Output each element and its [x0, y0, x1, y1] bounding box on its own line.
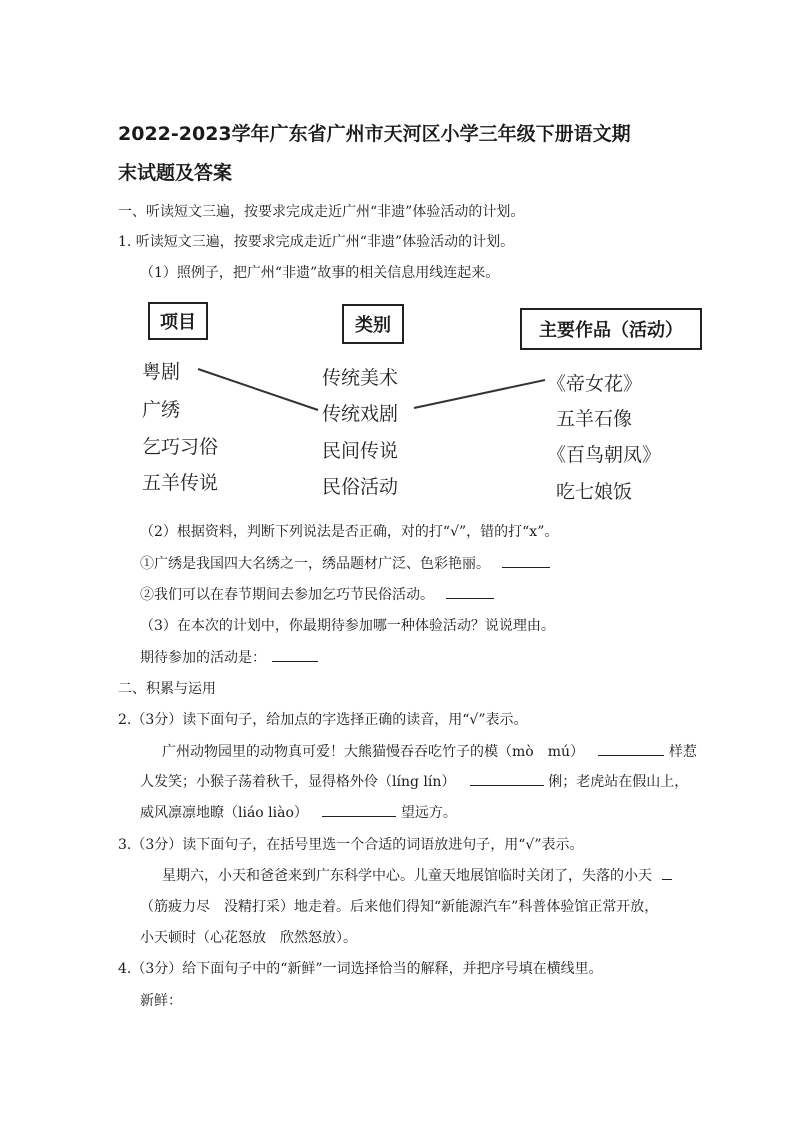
- question-1-part2-statement-a: [140, 553, 550, 573]
- answer-blank-liao[interactable]: [322, 802, 396, 817]
- question-1-part2: （2）根据资料，判断下列说法是否正确，对的打“√”，错的打“x”。: [140, 524, 559, 540]
- page-title-line1: 2022-2023学年广东省广州市天河区小学三年级下册语文期: [118, 123, 631, 145]
- q2-text: 望远方。: [400, 805, 457, 821]
- answer-blank-mo[interactable]: [598, 741, 664, 756]
- question-2: 2.（3分）读下面句子，给加点的字选择正确的读音，用“√”表示。: [118, 712, 528, 728]
- works-item: 吃七娘饭: [556, 481, 633, 503]
- category-item: 民俗活动: [322, 476, 399, 498]
- works-item: 《百鸟朝凤》: [547, 444, 662, 466]
- header-category: 类别: [342, 304, 404, 344]
- connector-line-opera-to-drama: [198, 369, 318, 410]
- answer-blank-activity[interactable]: [272, 647, 318, 662]
- answer-blank-b[interactable]: [446, 584, 494, 599]
- question-1-part3: （3）在本次的计划中，你最期待参加哪一种体验活动？说说理由。: [140, 618, 555, 634]
- section2-heading: 二、积累与运用: [118, 681, 216, 697]
- section1-heading: 一、听读短文三遍，按要求完成走近广州“非遗”体验活动的计划。: [118, 204, 525, 220]
- page-title-line2: 末试题及答案: [118, 162, 233, 184]
- q2-text: 人发笑；小猴子荡着秋千，显得格外伶（líng lín）: [140, 774, 456, 790]
- question-3-line3: 小天顿时（心花怒放 欣然怒放）。: [140, 930, 357, 946]
- statement-a-text: ①广绣是我国四大名绣之一，绣品题材广泛、色彩艳丽。: [140, 556, 490, 572]
- question-2-line1: [162, 741, 697, 761]
- project-item: 乞巧习俗: [142, 436, 219, 458]
- question-1: 1. 听读短文三遍，按要求完成走近广州“非遗”体验活动的计划。: [118, 234, 515, 250]
- header-project: 项目: [148, 302, 208, 340]
- q2-text: 广州动物园里的动物真可爱！大熊猫慢吞吞吃竹子的模（mò mú）: [162, 744, 584, 760]
- q2-text: 样惹: [668, 744, 697, 760]
- q2-text: 俐；老虎站在假山上，: [548, 774, 689, 790]
- question-2-line2: [140, 771, 688, 791]
- answer-blank-ling[interactable]: [470, 771, 544, 786]
- project-item: 五羊传说: [142, 472, 219, 494]
- connector-line-drama-to-dinuhua: [414, 380, 545, 408]
- answer-blank-q3[interactable]: [662, 865, 672, 880]
- question-2-line3: [140, 802, 457, 822]
- statement-b-text: ②我们可以在春节期间去参加乞巧节民俗活动。: [140, 587, 434, 603]
- category-item: 传统美术: [322, 367, 399, 389]
- question-4: 4.（3分）给下面句子中的“新鲜”一词选择恰当的解释，并把序号填在横线里。: [118, 961, 603, 977]
- works-item: 《帝女花》: [547, 373, 643, 395]
- project-item: 广绣: [142, 399, 181, 421]
- question-1-part2-statement-b: [140, 584, 494, 604]
- question-3-line1: [162, 865, 672, 885]
- q2-text: 威风凛凛地瞭（liáo liào）: [140, 805, 308, 821]
- question-3-line2: （筋疲力尽 没精打采）地走着。后来他们得知“新能源汽车”科普体验馆正常开放，: [140, 899, 659, 915]
- q3-text: 星期六，小天和爸爸来到广东科学中心。儿童天地展馆临时关闭了，失落的小天: [162, 868, 652, 884]
- project-item: 粤剧: [142, 361, 181, 383]
- question-1-part3-answer: [140, 647, 318, 667]
- category-item: 传统戏剧: [322, 403, 399, 425]
- works-item: 五羊石像: [556, 408, 633, 430]
- question-3: 3.（3分）读下面句子，在括号里选一个合适的词语放进句子，用“√”表示。: [118, 837, 584, 853]
- header-works: 主要作品（活动）: [520, 308, 702, 350]
- answer-blank-a[interactable]: [502, 553, 550, 568]
- expected-activity-label: 期待参加的活动是：: [140, 650, 266, 666]
- question-4-term: 新鲜：: [140, 993, 182, 1009]
- question-1-part1: （1）照例子，把广州“非遗”故事的相关信息用线连起来。: [140, 265, 500, 281]
- category-item: 民间传说: [322, 440, 399, 462]
